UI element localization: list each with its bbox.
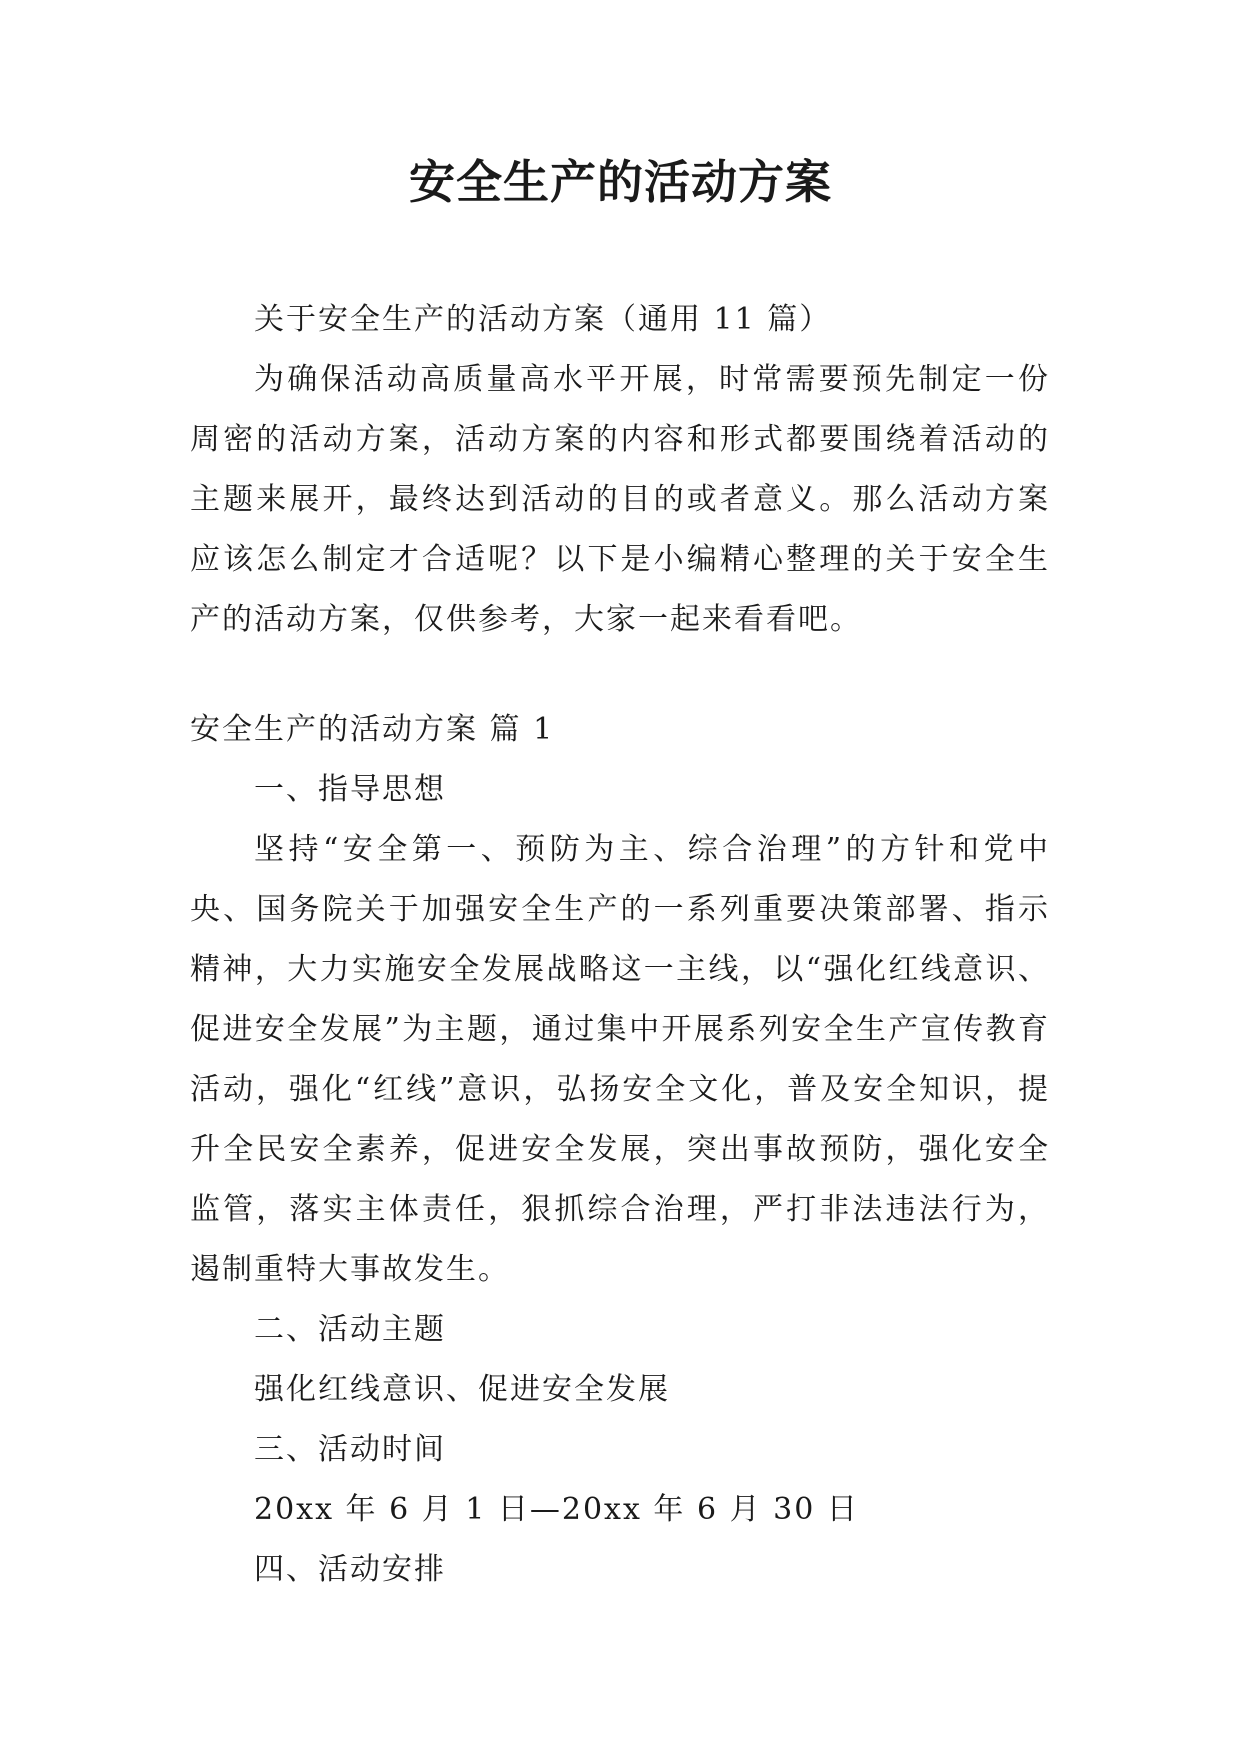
- guiding-ideology-paragraph: 坚持“安全第一、预防为主、综合治理”的方针和党中央、国务院关于加强安全生产的一系列重要决策部署、指示精神，大力实施安全发展战略这一主线，以“强化红线意识、促进安全发展”为主题，通过集中开展系列安全生产宣传教育活动，强化“红线”意识，弘扬安全文化，普及安全知识，提升全民安全素养，促进安全发展，突出事故预防，强化安全监管，落实主体责任，狠抓综合治理，严打非法违法行为，遏制重特大事故发生。: [190, 832, 1050, 1287]
- subtitle-paragraph: 关于安全生产的活动方案（通用 11 篇）: [254, 302, 832, 337]
- heading-guiding-ideology: 一、指导思想: [254, 772, 446, 807]
- section-heading: 安全生产的活动方案 篇 1: [190, 712, 555, 747]
- activity-time-text: 20xx 年 6 月 1 日—20xx 年 6 月 30 日: [254, 1492, 859, 1527]
- paragraph-gap: [190, 650, 1050, 700]
- heading-activity-theme: 二、活动主题: [254, 1312, 446, 1347]
- activity-theme-text: 强化红线意识、促进安全发展: [254, 1372, 670, 1407]
- page-title: 安全生产的活动方案: [409, 155, 832, 209]
- intro-paragraph: 为确保活动高质量高水平开展，时常需要预先制定一份周密的活动方案，活动方案的内容和形式都要围绕着活动的主题来展开，最终达到活动的目的或者意义。那么活动方案应该怎么制定才合适呢？以下是小编精心整理的关于安全生产的活动方案，仅供参考，大家一起来看看吧。: [190, 362, 1050, 637]
- document-body: [190, 290, 1050, 1600]
- heading-activity-time: 三、活动时间: [254, 1432, 446, 1467]
- heading-activity-arrangement: 四、活动安排: [254, 1552, 446, 1587]
